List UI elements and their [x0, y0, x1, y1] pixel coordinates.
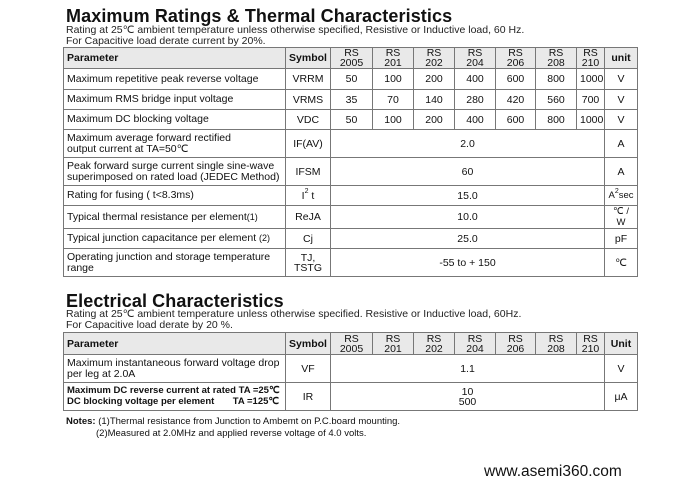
row-value: 280 [455, 90, 496, 110]
row-value: 10.0 [331, 206, 605, 229]
electrical-header-device: RS 201 [373, 333, 414, 355]
electrical-note-line1: Rating at 25℃ ambient temperature unless otherwise specified. Resistive or Inductive load, 60Hz. [66, 308, 522, 320]
table-row [64, 110, 638, 130]
row-symbol: VRRM [286, 69, 331, 90]
row-parameter: Maximum repetitive peak reverse voltage [64, 69, 286, 90]
row-parameter: Operating junction and storage temperature range [64, 249, 286, 277]
row-value: 800 [536, 69, 577, 90]
row-value: 600 [496, 69, 536, 90]
row-unit: pF [605, 229, 638, 249]
table-row [64, 158, 638, 186]
row-symbol: VRMS [286, 90, 331, 110]
electrical-title: Electrical Characteristics [66, 291, 284, 311]
row-parameter: Maximum DC reverse current at rated TA =25℃ DC blocking voltage per element TA =125℃ [64, 383, 286, 411]
row-unit: V [605, 69, 638, 90]
row-unit: A [605, 130, 638, 158]
row-value: 1000 [577, 110, 605, 130]
note-2: (2)Measured at 2.0MHz and applied reverse voltage of 4.0 volts. [96, 428, 367, 439]
table-row [64, 90, 638, 110]
row-unit: ℃ [605, 249, 638, 277]
electrical-header-device: RS 206 [496, 333, 536, 355]
electrical-header-device: RS 210 [577, 333, 605, 355]
row-value: 420 [496, 90, 536, 110]
electrical-header-device: RS 2005 [331, 333, 373, 355]
electrical-header-device: RS 204 [455, 333, 496, 355]
row-value: 100 [373, 69, 414, 90]
row-value: 35 [331, 90, 373, 110]
row-parameter: Rating for fusing ( t<8.3ms) [64, 186, 286, 206]
ratings-note-line1: Rating at 25℃ ambient temperature unless otherwise specified, Resistive or Inductive load, 60 Hz. [66, 24, 525, 36]
row-symbol: ReJA [286, 206, 331, 229]
row-value: -55 to + 150 [331, 249, 605, 277]
row-parameter: Typical thermal resistance per element(1) [64, 206, 286, 229]
row-value: 200 [414, 69, 455, 90]
electrical-header-unit: Unit [605, 333, 638, 355]
row-value: 50 [331, 69, 373, 90]
ratings-header-device: RS 204 [455, 48, 496, 69]
table-row [64, 249, 638, 277]
row-parameter: Typical junction capacitance per element (2) [64, 229, 286, 249]
row-symbol: Cj [286, 229, 331, 249]
table-row [64, 130, 638, 158]
row-value: 10 500 [331, 383, 605, 411]
electrical-header-symbol: Symbol [286, 333, 331, 355]
row-value: 200 [414, 110, 455, 130]
ratings-header-device: RS 202 [414, 48, 455, 69]
ratings-header-device: RS 210 [577, 48, 605, 69]
row-parameter: Maximum average forward rectified output current at TA=50℃ [64, 130, 286, 158]
table-row [64, 383, 638, 411]
note-1: (1)Thermal resistance from Junction to Ambemt on P.C.board mounting. [98, 416, 401, 427]
electrical-header-device: RS 202 [414, 333, 455, 355]
row-value: 1.1 [331, 355, 605, 383]
electrical-table [63, 332, 638, 411]
table-row [64, 229, 638, 249]
ratings-note-line2: For Capacitive load derate current by 20%. [66, 35, 266, 47]
row-symbol: IF(AV) [286, 130, 331, 158]
row-value: 1000 [577, 69, 605, 90]
electrical-header-row [64, 333, 638, 355]
row-value: 2.0 [331, 130, 605, 158]
row-symbol: IFSM [286, 158, 331, 186]
row-parameter: Peak forward surge current single sine-wave superimposed on rated load (JEDEC Method) [64, 158, 286, 186]
row-value: 600 [496, 110, 536, 130]
row-value: 70 [373, 90, 414, 110]
electrical-header-device: RS 208 [536, 333, 577, 355]
row-unit: $A^2\sec$ [605, 186, 638, 206]
row-parameter: Maximum RMS bridge input voltage [64, 90, 286, 110]
table-row [64, 206, 638, 229]
row-value: 800 [536, 110, 577, 130]
row-value: 50 [331, 110, 373, 130]
ratings-header-device: RS 201 [373, 48, 414, 69]
row-unit: μA [605, 383, 638, 411]
row-value: 100 [373, 110, 414, 130]
ratings-header-row [64, 48, 638, 69]
table-row [64, 355, 638, 383]
ratings-title: Maximum Ratings & Thermal Characteristics [66, 6, 453, 26]
electrical-note-line2: For Capacitive load derate by 20 %. [66, 319, 233, 331]
ratings-header-symbol: Symbol [286, 48, 331, 69]
row-parameter: Maximum instantaneous forward voltage drop per leg at 2.0A [64, 355, 286, 383]
row-value: 60 [331, 158, 605, 186]
row-value: 400 [455, 110, 496, 130]
notes [66, 416, 400, 440]
row-unit: V [605, 355, 638, 383]
table-row [64, 186, 638, 206]
ratings-table [63, 47, 638, 277]
ratings-header-device: RS 208 [536, 48, 577, 69]
row-unit: V [605, 110, 638, 130]
row-unit: ℃ / W [605, 206, 638, 229]
ratings-header-unit: unit [605, 48, 638, 69]
website-url: www.asemi360.com [484, 463, 622, 480]
row-value: 560 [536, 90, 577, 110]
electrical-header-parameter: Parameter [64, 333, 286, 355]
row-value: 25.0 [331, 229, 605, 249]
row-parameter: Maximum DC blocking voltage [64, 110, 286, 130]
row-value: 700 [577, 90, 605, 110]
row-symbol: IR [286, 383, 331, 411]
row-symbol: VDC [286, 110, 331, 130]
row-unit: V [605, 90, 638, 110]
electrical-note [66, 309, 521, 331]
ratings-header-device: RS 206 [496, 48, 536, 69]
ratings-header-device: RS 2005 [331, 48, 373, 69]
row-value: 140 [414, 90, 455, 110]
ratings-header-parameter: Parameter [64, 48, 286, 69]
row-symbol: $I^2$ t [286, 186, 331, 206]
row-symbol: TJ, TSTG [286, 249, 331, 277]
table-row [64, 69, 638, 90]
row-symbol: VF [286, 355, 331, 383]
row-value: 15.0 [331, 186, 605, 206]
notes-label: Notes: [66, 416, 96, 427]
ratings-note [66, 25, 524, 47]
row-value: 400 [455, 69, 496, 90]
row-unit: A [605, 158, 638, 186]
